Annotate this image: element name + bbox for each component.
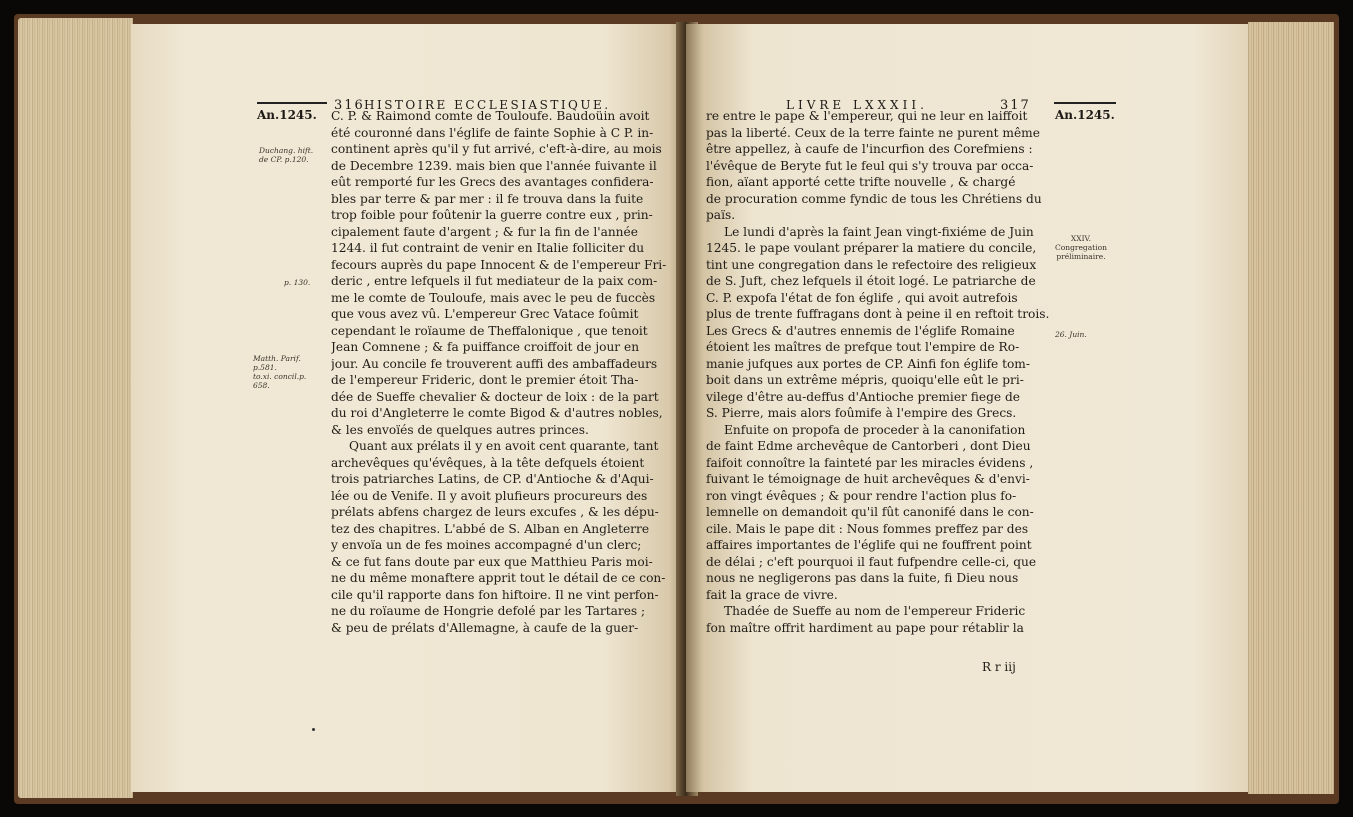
text-line: Les Grecs & d'autres ennemis de l'églife Romaine xyxy=(706,323,1015,338)
text-line: de délai ; c'eft pourquoi il faut fufpendre celle-ci, que xyxy=(706,554,1037,569)
text-line: eût remporté fur les Grecs des avantages confidera- xyxy=(331,175,654,189)
header-rule-right xyxy=(1054,102,1116,104)
text-line: Enfuite on propofa de proceder à la canonifation xyxy=(724,422,1026,437)
text-line: fait la grace de vivre. xyxy=(706,587,838,602)
text-line: l'évêque de Beryte fut le feul qui s'y trouva par occa- xyxy=(706,158,1034,173)
page-edges-right xyxy=(1248,22,1334,794)
text-line: me le comte de Touloufe, mais avec le peu de fuccès xyxy=(331,290,656,305)
right-margin-year: An.1245. xyxy=(1055,108,1115,122)
header-rule-left xyxy=(257,102,327,104)
text-line: fecours auprès du pape Innocent & de l'empereur Fri- xyxy=(331,257,667,272)
left-margin-note-2: p. 130. xyxy=(284,278,311,287)
text-line: nous ne negligerons pas dans la fuite, fi Dieu nous xyxy=(706,571,1019,585)
text-line: C. P. & Raimond comte de Touloufe. Baudoüin avoit xyxy=(331,109,650,123)
text-line: trois patriarches Latins, de CP. d'Antioche & d'Aqui- xyxy=(331,472,654,486)
text-line: cile. Mais le pape dit : Nous fommes preffez par des xyxy=(706,521,1029,536)
right-margin-note-1: XXIV. Congregation préliminaire. xyxy=(1055,234,1107,261)
text-line: fon maître offrit hardiment au pape pour rétablir la xyxy=(706,620,1024,635)
text-line: cipalement faute d'argent ; & fur la fin de l'année xyxy=(331,224,638,239)
text-line: re entre le pape & l'empereur, qui ne leur en laiffoit xyxy=(706,109,1028,123)
text-line: faifoit connoître la fainteté par les miracles évidens , xyxy=(706,455,1034,470)
right-body-text xyxy=(706,108,1050,636)
text-line: Le lundi d'après la faint Jean vingt-fixiéme de Juin xyxy=(724,224,1034,239)
text-line: du roi d'Angleterre le comte Bigod & d'autres nobles, xyxy=(331,406,663,420)
text-line: de S. Juft, chez lefquels il étoit logé. Le patriarche de xyxy=(706,274,1036,288)
left-page-number: 316 xyxy=(334,98,365,113)
text-line: dée de Sueffe chevalier & docteur de loix : de la part xyxy=(331,389,659,404)
right-running-head: LIVRE LXXXII. xyxy=(786,98,928,112)
text-line: ron vingt évêques ; & pour rendre l'action plus fo- xyxy=(706,488,1017,503)
ink-dot xyxy=(312,728,315,731)
right-page-number: 317 xyxy=(1000,98,1031,113)
text-line: affaires importantes de l'églife qui ne fouffrent point xyxy=(706,538,1032,552)
text-line: bles par terre & par mer : il fe trouva dans la fuite xyxy=(331,191,644,206)
text-line: cependant le roïaume de Theffalonique , que tenoit xyxy=(331,323,648,338)
text-line: 1244. il fut contraint de venir en Italie folliciter du xyxy=(331,241,645,255)
text-line: & les envoïés de quelques autres princes. xyxy=(331,422,589,437)
text-line: été couronné dans l'églife de fainte Sophie à C P. in- xyxy=(331,125,654,140)
text-line: lemnelle on demandoit qu'il fût canonifé dans le con- xyxy=(706,505,1034,519)
right-margin-note-2: 26. Juin. xyxy=(1055,330,1087,339)
text-line: tint une congregation dans le refectoire des religieux xyxy=(706,257,1037,272)
left-margin-note-1: Duchang. hift. de CP. p.120. xyxy=(259,146,314,164)
text-line: S. Pierre, mais alors foûmife à l'empire des Grecs. xyxy=(706,406,1017,420)
left-margin-year: An.1245. xyxy=(257,108,317,122)
text-line: C. P. expofa l'état de fon églife , qui avoit autrefois xyxy=(706,290,1018,305)
text-line: fuivant le témoignage de huit archevêques & d'envi- xyxy=(706,472,1030,486)
left-page xyxy=(131,24,686,792)
left-running-head: HISTOIRE ECCLESIASTIQUE. xyxy=(364,98,611,112)
text-line: manie jufques aux portes de CP. Ainfi fon églife tom- xyxy=(706,356,1030,371)
text-line: de procuration comme fyndic de tous les Chrétiens du xyxy=(706,191,1042,206)
text-line: pas la liberté. Ceux de la terre fainte ne purent même xyxy=(706,125,1040,140)
text-line: de Decembre 1239. mais bien que l'année fuivante il xyxy=(331,158,657,173)
text-line: Thadée de Sueffe au nom de l'empereur Frideric xyxy=(724,604,1026,618)
text-line: être appellez, à caufe de l'incurfion des Corefmiens : xyxy=(706,142,1033,156)
text-line: & peu de prélats d'Allemagne, à caufe de la guer- xyxy=(331,620,639,635)
text-line: jour. Au concile fe trouverent auffi des ambaffadeurs xyxy=(331,356,658,371)
text-line: vilege d'être au-deffus d'Antioche premier fiege de xyxy=(706,389,1020,404)
text-line: ne du même monaftere apprit tout le détail de ce con- xyxy=(331,571,666,585)
text-line: de l'empereur Frideric, dont le premier étoit Tha- xyxy=(331,373,639,387)
text-line: continent après qu'il y fut arrivé, c'eft-à-dire, au mois xyxy=(331,142,662,156)
text-line: prélats abfens chargez de leurs excufes , & les dépu- xyxy=(331,505,659,519)
text-line: lée ou de Venife. Il y avoit plufieurs procureurs des xyxy=(331,488,648,503)
text-line: fion, aïant apporté cette trifte nouvelle , & chargé xyxy=(706,175,1016,189)
text-line: tez des chapitres. L'abbé de S. Alban en Angleterre xyxy=(331,521,650,536)
text-line: & ce fut fans doute par eux que Matthieu Paris moi- xyxy=(331,554,653,569)
text-line: Quant aux prélats il y en avoit cent quarante, tant xyxy=(349,439,659,453)
text-line: que vous avez vû. L'empereur Grec Vatace foûmit xyxy=(331,307,639,321)
text-line: ne du roïaume de Hongrie defolé par les Tartares ; xyxy=(331,604,646,618)
page-edges-left xyxy=(18,18,133,798)
signature-mark: R r iij xyxy=(982,660,1016,674)
text-line: y envoïa un de fes moines accompagné d'un clerc; xyxy=(331,538,642,552)
text-line: 1245. le pape voulant préparer la matiere du concile, xyxy=(706,241,1037,255)
text-line: trop foible pour foûtenir la guerre contre eux , prin- xyxy=(331,208,653,222)
right-page xyxy=(686,24,1248,792)
text-line: de faint Edme archevêque de Cantorberi , dont Dieu xyxy=(706,439,1031,453)
left-margin-note-3: Matth. Parif. p.581. to.xi. concil.p. 658. xyxy=(253,354,307,390)
text-line: boit dans un extrême mépris, quoiqu'elle eût le pri- xyxy=(706,373,1024,387)
text-line: plus de trente fuffragans dont à peine il en reftoit trois. xyxy=(706,307,1050,321)
text-line: Jean Comnene ; & fa puiffance croiffoit de jour en xyxy=(331,340,640,354)
left-body-text xyxy=(331,108,671,636)
text-line: cile qu'il rapporte dans fon hiftoire. Il ne vint perfon- xyxy=(331,587,659,602)
text-line: païs. xyxy=(706,208,736,222)
text-line: archevêques qu'évêques, à la tête defquels étoient xyxy=(331,455,645,470)
text-line: étoient les maîtres de prefque tout l'empire de Ro- xyxy=(706,340,1020,354)
text-line: deric , entre lefquels il fut mediateur de la paix com- xyxy=(331,274,658,288)
